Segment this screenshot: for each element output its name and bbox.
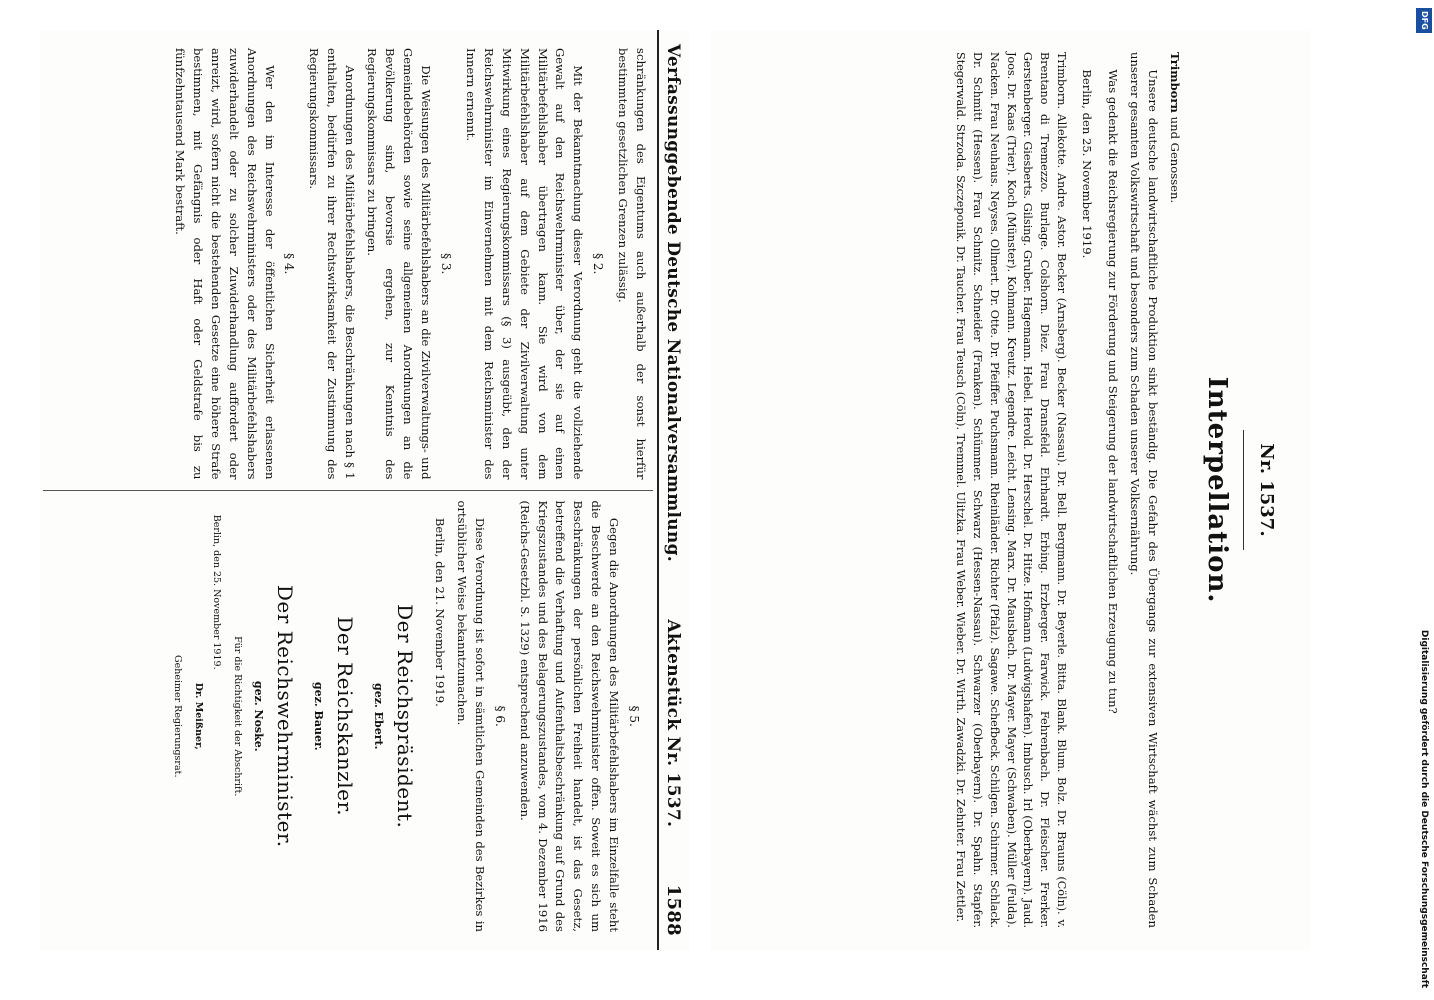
divider-rule [1243,430,1244,550]
certification-note: Für die Richtigkeit der Abschrift. [231,636,243,797]
official-title: Geheimer Regierungsrat. [171,655,183,778]
decree-date: Berlin, den 21. November 1919. [433,517,448,707]
signatory-title-chancellor: Der Reichskanzler. [333,616,358,817]
right-page [710,30,1310,950]
section-2-heading: § 2. [591,253,606,275]
section-5-text: Gegen die Anordnungen des Militärbefehlshabers im Einzelfalle steht die Beschwerde an den Reichswehrminister offen. Soweit es sich um Beschränkungen der persönlichen Freiheit handelt, ist das Gesetz, betreffend die Verhaftung und Aufenthaltsbeschränkung auf Grund des Kriegszustandes und des Belagerungszustandes, vom 4. Dezember 1916 (Reichs-Gesetzbl. S. 1329) entsprechend anzuwenden. [517,500,622,932]
signatory-title-president: Der Reichspräsident. [393,604,418,829]
document-heading: Interpellation. [1202,376,1233,604]
interpellation-question: Was gedenkt die Reichsregierung zur Förderung und Steigerung der landwirtschaftlichen Erzeugung zu tun? [1105,69,1120,714]
official-name: Dr. Meißner, [192,682,204,750]
section-6-text: Diese Verordnung ist sofort in sämtlichen Gemeinden des Bezirkes in ortsüblicher Weise bekanntzumachen. [455,500,487,932]
page-number: 1588 [663,884,684,936]
section-6-heading: § 6. [492,705,507,727]
continued-paragraph: schränkungen des Eigentums auch außerhalb der sonst hierfür bestimmten gesetzlichen Grenzen zulässig. [616,48,648,480]
signature-ebert: gez. Ebert. [372,683,386,750]
certification-date: Berlin, den 25. November 1919. [211,514,223,670]
dfg-logo: DFG [1416,8,1432,33]
signature-bauer: gez. Bauer. [312,681,326,751]
section-3-text: Die Weisungen des Militärbefehlshabers an die Zivilverwaltungs- und Gemeindebehörden sowie seine allgemeinen Anordnungen an die Bevölkerung sind, bevorsie ergehen, zur Kenntnis des Regierungskommissars zu bringen. [365,48,434,480]
section-5-heading: § 5. [627,705,641,727]
submitters-line [1165,52,1183,928]
signers-list: Trimborn. Allekotte. Andre. Astor. Becker (Arnsberg). Becker (Nassau). Dr. Bell. Bergmann. Dr. Beyerle. Bitta. Blank. Blum. Bolz. Dr. Brauns (Cöln). v. Brentano di Tremezzo. Burlage. Colshorn. Diez. Frau Dransfeld. Ehrhardt. Erbing. Erzberger. Farwick. Fehrenbach. Dr. Fleischer. Frerker. Gerstenberger. Giesberts. Gilsing. Gruber. Hagemann. Hebel. Herold. Dr. Herschel. Dr. Hitze. Hofmann (Ludwigshafen). Imbusch. Irl (Oberbayern). Jaud. Joos. Dr. Kaas (Trier). Koch (Münster). Kohmann. Kreutz. Legendre. Leicht. Lensing. Marx. Dr. Mausbach. Dr. Mayer. Mayer (Schwaben). Müller (Fulda). Nacken. Frau Neuhaus. Neyses. Ollmert. Dr. Otte. Dr. Pfeiffer. Puchsmann. Rheinländer. Richter (Pfalz). Sagawe. Schefbeck. Schilgen. Schirmer. Schlack. Dr. Schmitt (Hessen). Frau Schmitz. Schneider (Franken). Schümmer. Schwarz (Hessen-Nassau). Schwarzer (Oberbayern). Dr. Spahn. Stapfer. Stegerwald. Strzoda. Szczeponik. Dr. Taucher. Frau Teusch (Cöln). Tremmel. Ulitzka. Frau Weber. Wieber. Dr. Wirth. Zawadzki. Dr. Zehnter. Frau Zettler. [954,52,1068,928]
signature-noske: gez. Noske. [252,680,265,752]
section-2-text: Mit der Bekanntmachung dieser Verordnung geht die vollziehende Gewalt auf den Reichswehrminister über, der sie auf einen Militärbefehlshaber übertragen kann. Sie wird von dem Militärbefehlshaber auf dem Gebiete der Zivilverwaltung unter Mitwirkung eines Regierungskommissars (§ 3) ausgeübt, den der Reichswehrminister im Einvernehmen mit dem Reichsminister des Innern ernennt. [463,48,586,480]
document-number: Nr. 1537. [1256,443,1277,537]
credit-text: Digitalisierung gefördert durch die Deutsche Forschungsgemeinschaft [1419,629,1429,988]
submitters-rest: und Genossen. [1167,116,1182,204]
document-reference: Aktenstück Nr. 1537. [663,619,683,828]
digitization-credit [1416,8,1432,988]
left-page [40,30,690,950]
interpellation-date: Berlin, den 25. November 1919. [1079,69,1094,259]
signatory-title-defence-minister: Der Reichswehrminister. [273,584,297,848]
interpellation-text-1: Unsere deutsche landwirtschaftliche Produktion sinkt beständig. Die Gefahr des Übergangs zur extensiven Wirtschaft wächst zum Schaden unserer gesamten Volkswirtschaft und besonders zum Schaden unserer Volksernährung. [1127,52,1160,928]
section-4-text: Wer den im Interesse der öffentlichen Sicherheit erlassenen Anordnungen des Reichswehrministers oder des Militärbefehlshabers zuwiderhandelt oder zu solcher Zuwiderhandlung auffordert oder anreizt, wird, sofern nicht die bestehenden Gesetze eine höhere Strafe bestimmen, mit Gefängnis oder Haft oder Geldstrafe bis zu fünfzehntausend Mark bestraft. [172,48,277,480]
submitters-lead: Trimborn [1167,52,1182,113]
section-3-text-2: Anordnungen des Militärbefehlshabers, die Beschränkungen nach § 1 enthalten, bedürfen zu ihrer Rechtswirksamkeit der Zustimmung des Regierungskommissars. [307,48,358,480]
section-3-heading: § 3. [438,253,453,275]
section-4-heading: § 4. [282,253,297,275]
running-head-title: Verfassunggebende Deutsche Nationalversammlung. [663,44,683,562]
left-column [43,38,653,490]
running-head [657,30,690,950]
right-column [43,490,653,943]
